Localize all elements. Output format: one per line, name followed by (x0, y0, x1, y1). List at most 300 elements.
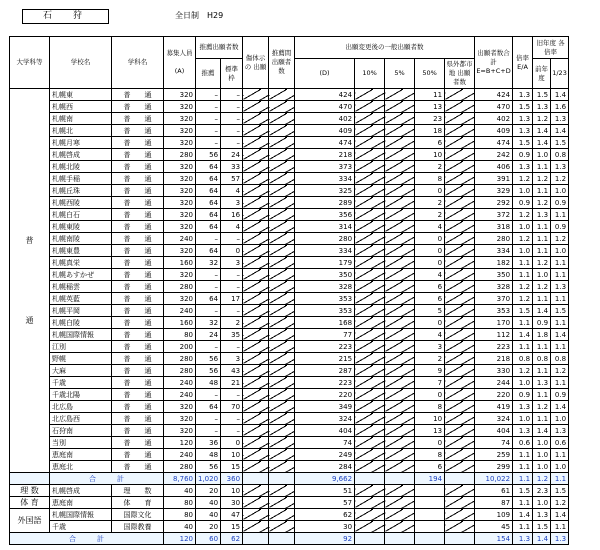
suisen-cell: – (196, 269, 221, 281)
total-label: 合 計 (50, 473, 164, 485)
col-sum: 出願者数合計 E=B+C+D (475, 37, 513, 89)
school-name: 札幌手稲 (50, 173, 112, 185)
sum-cell: 170 (475, 317, 513, 329)
col-other-pref: 県外都市地 出願者数 (445, 59, 475, 89)
page-header (0, 0, 600, 36)
hatched-cell (355, 329, 385, 341)
general-cell: 215 (295, 353, 355, 365)
col-total-rec: 推薦間 出願者数 (269, 37, 295, 89)
course-name: 普 通 (112, 269, 164, 281)
ratio-cell: 1.1 (513, 341, 533, 353)
pct50-cell: 2 (415, 209, 445, 221)
general-cell: 289 (295, 197, 355, 209)
school-name: 札幌白陵 (50, 317, 112, 329)
dept-label: 体 育 (10, 497, 50, 509)
suisen-cell: 32 (196, 257, 221, 269)
past-cell: 1.0 (533, 497, 551, 509)
suisen-cell: 60 (196, 533, 221, 545)
hatched-cell (269, 377, 295, 389)
table-row (10, 245, 569, 257)
sum-cell: 223 (475, 341, 513, 353)
past-cell: 1.1 (533, 221, 551, 233)
school-name: 北広島 (50, 401, 112, 413)
col-hyojun: 標準枠 (221, 59, 243, 89)
region-label: 石 狩 (22, 9, 109, 24)
hatched-cell (269, 353, 295, 365)
capacity-cell: 240 (164, 449, 196, 461)
course-name: 普 通 (112, 341, 164, 353)
past-cell: 1.1 (533, 185, 551, 197)
hatched-cell (445, 365, 475, 377)
hatched-cell (243, 365, 269, 377)
course-name: 普 通 (112, 449, 164, 461)
hyojun-cell: 0 (221, 245, 243, 257)
sum-cell: 244 (475, 377, 513, 389)
ratio-cell: 1.3 (513, 425, 533, 437)
suisen-cell: 56 (196, 149, 221, 161)
sum-cell: 220 (475, 389, 513, 401)
sum-cell: 154 (475, 533, 513, 545)
past-cell: 1.4 (551, 401, 569, 413)
capacity-cell: 320 (164, 125, 196, 137)
pct50-cell: 4 (415, 221, 445, 233)
hyojun-cell: 33 (221, 161, 243, 173)
hatched-cell (269, 497, 295, 509)
hyojun-cell: – (221, 413, 243, 425)
hatched-cell (269, 425, 295, 437)
course-name: 普 通 (112, 413, 164, 425)
past-cell: 1.3 (551, 281, 569, 293)
col-rec-head: 推薦出願者数 (196, 37, 243, 59)
past-cell: 0.6 (551, 437, 569, 449)
pct50-cell: 0 (415, 233, 445, 245)
general-cell: 409 (295, 125, 355, 137)
hatched-cell (355, 413, 385, 425)
hatched-cell (445, 149, 475, 161)
col-course: 学科名 (112, 37, 164, 89)
table-row (10, 329, 569, 341)
hatched-cell (269, 173, 295, 185)
sum-cell: 280 (475, 233, 513, 245)
capacity-cell: 80 (164, 329, 196, 341)
capacity-cell: 320 (164, 425, 196, 437)
hatched-cell (269, 341, 295, 353)
hatched-cell (385, 209, 415, 221)
ratio-cell: 1.0 (513, 245, 533, 257)
past-cell: 1.1 (533, 233, 551, 245)
ratio-cell: 1.1 (513, 521, 533, 533)
past-cell: 1.2 (533, 401, 551, 413)
hatched-cell (385, 125, 415, 137)
pct50-cell: 0 (415, 245, 445, 257)
suisen-cell: – (196, 341, 221, 353)
table-row (10, 281, 569, 293)
col-past: 旧年度 各 倍率 (533, 37, 569, 59)
past-cell: 1.3 (551, 425, 569, 437)
hatched-cell (385, 377, 415, 389)
school-name: 札幌東陵 (50, 221, 112, 233)
dept-label (10, 473, 50, 485)
table-row (10, 173, 569, 185)
pct50-cell: 194 (415, 473, 445, 485)
table-row (10, 521, 569, 533)
suisen-cell: 64 (196, 197, 221, 209)
course-name: 普 通 (112, 101, 164, 113)
capacity-cell: 200 (164, 341, 196, 353)
course-name: 普 通 (112, 233, 164, 245)
past-cell: 1.0 (533, 449, 551, 461)
past-cell: 1.1 (551, 293, 569, 305)
hatched-cell (385, 89, 415, 101)
course-name: 普 通 (112, 401, 164, 413)
ratio-cell: 1.5 (513, 305, 533, 317)
capacity-cell: 320 (164, 197, 196, 209)
general-cell: 220 (295, 389, 355, 401)
course-name: 普 通 (112, 317, 164, 329)
hyojun-cell: 3 (221, 353, 243, 365)
hatched-cell (243, 317, 269, 329)
suisen-cell: 64 (196, 221, 221, 233)
course-name: 普 通 (112, 161, 164, 173)
hatched-cell (269, 365, 295, 377)
hatched-cell (445, 413, 475, 425)
capacity-cell: 40 (164, 521, 196, 533)
hatched-cell (385, 437, 415, 449)
hatched-cell (385, 221, 415, 233)
sum-cell: 182 (475, 257, 513, 269)
general-cell: 373 (295, 161, 355, 173)
sum-cell: 329 (475, 185, 513, 197)
hatched-cell (445, 341, 475, 353)
pct50-cell: 8 (415, 173, 445, 185)
sum-cell: 474 (475, 137, 513, 149)
suisen-cell: – (196, 113, 221, 125)
ratio-cell: 1.2 (513, 293, 533, 305)
school-name: 札幌真栄 (50, 257, 112, 269)
capacity-cell: 320 (164, 401, 196, 413)
hatched-cell (355, 221, 385, 233)
table-row (10, 185, 569, 197)
course-name: 普 通 (112, 293, 164, 305)
school-name: 当別 (50, 437, 112, 449)
capacity-cell: 320 (164, 269, 196, 281)
hatched-cell (243, 245, 269, 257)
hatched-cell (445, 269, 475, 281)
table-row (10, 341, 569, 353)
hatched-cell (269, 185, 295, 197)
suisen-cell: 1,020 (196, 473, 221, 485)
hatched-cell (445, 257, 475, 269)
hatched-cell (445, 209, 475, 221)
past-cell: 1.4 (533, 425, 551, 437)
table-row (10, 389, 569, 401)
hatched-cell (445, 509, 475, 521)
hatched-cell (385, 257, 415, 269)
past-cell: 1.4 (551, 89, 569, 101)
capacity-cell: 160 (164, 257, 196, 269)
pct50-cell: 0 (415, 437, 445, 449)
table-row (10, 197, 569, 209)
school-name: 千歳 (50, 521, 112, 533)
pct50-cell: 3 (415, 341, 445, 353)
hatched-cell (385, 401, 415, 413)
sum-cell: 406 (475, 161, 513, 173)
hatched-cell (385, 353, 415, 365)
course-name: 普 通 (112, 461, 164, 473)
hatched-cell (445, 497, 475, 509)
hatched-cell (385, 413, 415, 425)
table-row (10, 401, 569, 413)
hatched-cell (355, 125, 385, 137)
past-cell: 1.1 (533, 293, 551, 305)
suisen-cell: 40 (196, 509, 221, 521)
sum-cell: 318 (475, 221, 513, 233)
hyojun-cell: 35 (221, 329, 243, 341)
hatched-cell (243, 461, 269, 473)
sum-cell: 292 (475, 197, 513, 209)
general-cell: 349 (295, 401, 355, 413)
pct50-cell: 8 (415, 401, 445, 413)
past-cell: 1.4 (533, 305, 551, 317)
capacity-cell: 280 (164, 149, 196, 161)
past-cell: 1.1 (533, 389, 551, 401)
school-name: 札幌あすかぜ (50, 269, 112, 281)
ratio-cell: 1.2 (513, 281, 533, 293)
general-cell: 314 (295, 221, 355, 233)
capacity-cell: 120 (164, 533, 196, 545)
hatched-cell (385, 293, 415, 305)
hatched-cell (385, 365, 415, 377)
pct50-cell: 5 (415, 305, 445, 317)
course-name: 普 通 (112, 89, 164, 101)
general-cell: 402 (295, 113, 355, 125)
hatched-cell (355, 149, 385, 161)
hyojun-cell: – (221, 137, 243, 149)
general-cell: 324 (295, 413, 355, 425)
hyojun-cell: 15 (221, 461, 243, 473)
suisen-cell: 56 (196, 353, 221, 365)
school-name: 千歳北陽 (50, 389, 112, 401)
hatched-cell (269, 401, 295, 413)
past-cell: 1.1 (533, 341, 551, 353)
subtotal-row (10, 473, 569, 485)
hatched-cell (243, 305, 269, 317)
hatched-cell (243, 137, 269, 149)
hatched-cell (243, 149, 269, 161)
school-name: 札幌丘珠 (50, 185, 112, 197)
hatched-cell (269, 209, 295, 221)
table-row (10, 377, 569, 389)
hatched-cell (355, 161, 385, 173)
hatched-cell (385, 305, 415, 317)
pct50-cell: 6 (415, 137, 445, 149)
sum-cell: 391 (475, 173, 513, 185)
col-suisen: 推薦 (196, 59, 221, 89)
table-row (10, 161, 569, 173)
col-pct5: 5% (385, 59, 415, 89)
capacity-cell: 320 (164, 209, 196, 221)
course-name: 普 通 (112, 389, 164, 401)
hyojun-cell: 70 (221, 401, 243, 413)
hatched-cell (355, 401, 385, 413)
col-capacity: 募集人員 (A) (164, 37, 196, 89)
dept-label: 普 通 (10, 89, 50, 473)
hatched-cell (445, 221, 475, 233)
hatched-cell (385, 317, 415, 329)
sum-cell: 372 (475, 209, 513, 221)
hatched-cell (355, 437, 385, 449)
hatched-cell (355, 113, 385, 125)
hyojun-cell: 57 (221, 173, 243, 185)
course-name: 普 通 (112, 209, 164, 221)
ratio-cell: 1.1 (513, 449, 533, 461)
hatched-cell (269, 317, 295, 329)
course-name: 普 通 (112, 125, 164, 137)
col-general-d: (D) (295, 59, 355, 89)
col-rec-other: 傷体示の 出願 (243, 37, 269, 89)
pct50-cell: 8 (415, 449, 445, 461)
hatched-cell (385, 497, 415, 509)
course-name: 普 通 (112, 197, 164, 209)
hatched-cell (243, 413, 269, 425)
hatched-cell (243, 293, 269, 305)
hatched-cell (385, 173, 415, 185)
suisen-cell: 64 (196, 245, 221, 257)
table-row (10, 269, 569, 281)
sum-cell: 330 (475, 365, 513, 377)
suisen-cell: 64 (196, 185, 221, 197)
hyojun-cell: 30 (221, 497, 243, 509)
hatched-cell (445, 185, 475, 197)
ratio-cell: 1.5 (513, 137, 533, 149)
course-name: 普 通 (112, 377, 164, 389)
past-cell: 1.1 (551, 449, 569, 461)
sum-cell: 242 (475, 149, 513, 161)
pct50-cell: 0 (415, 257, 445, 269)
general-cell: 287 (295, 365, 355, 377)
sum-cell: 328 (475, 281, 513, 293)
past-cell: 1.3 (533, 209, 551, 221)
hatched-cell (269, 485, 295, 497)
hatched-cell (385, 521, 415, 533)
ratio-cell: 1.1 (513, 473, 533, 485)
ratio-cell: 1.4 (513, 329, 533, 341)
suisen-cell: 64 (196, 401, 221, 413)
hatched-cell (355, 461, 385, 473)
course-name: 普 通 (112, 281, 164, 293)
ratio-cell: 1.3 (513, 125, 533, 137)
hyojun-cell: – (221, 89, 243, 101)
hatched-cell (243, 125, 269, 137)
pct50-cell: 10 (415, 413, 445, 425)
general-cell: 77 (295, 329, 355, 341)
hatched-cell (445, 329, 475, 341)
past-cell: 1.5 (533, 521, 551, 533)
school-name: 江別 (50, 341, 112, 353)
sum-cell: 419 (475, 401, 513, 413)
general-cell: 62 (295, 509, 355, 521)
hyojun-cell: – (221, 281, 243, 293)
ratio-cell: 1.5 (513, 485, 533, 497)
past-cell: 1.3 (551, 533, 569, 545)
pct50-cell: 10 (415, 149, 445, 161)
general-cell: 218 (295, 149, 355, 161)
applicant-table (9, 36, 569, 545)
past-cell: 1.1 (551, 341, 569, 353)
hatched-cell (355, 449, 385, 461)
hyojun-cell: 10 (221, 485, 243, 497)
hatched-cell (445, 449, 475, 461)
hyojun-cell: – (221, 233, 243, 245)
capacity-cell: 240 (164, 233, 196, 245)
hatched-cell (269, 413, 295, 425)
sum-cell: 424 (475, 89, 513, 101)
ratio-cell: 1.3 (513, 161, 533, 173)
table-row (10, 293, 569, 305)
suisen-cell: – (196, 89, 221, 101)
general-cell: 223 (295, 341, 355, 353)
past-cell: 0.9 (551, 221, 569, 233)
hatched-cell (355, 353, 385, 365)
hatched-cell (385, 185, 415, 197)
past-cell: 0.8 (533, 353, 551, 365)
suisen-cell: – (196, 389, 221, 401)
capacity-cell: 160 (164, 317, 196, 329)
past-cell: 1.5 (551, 137, 569, 149)
hyojun-cell: – (221, 305, 243, 317)
past-cell: 1.3 (533, 101, 551, 113)
grand-total-row (10, 533, 569, 545)
course-name: 普 通 (112, 353, 164, 365)
general-cell: 474 (295, 137, 355, 149)
sum-cell: 112 (475, 329, 513, 341)
past-cell: 1.4 (533, 125, 551, 137)
past-cell: 1.2 (533, 257, 551, 269)
suisen-cell: – (196, 101, 221, 113)
table-row (10, 209, 569, 221)
hatched-cell (243, 449, 269, 461)
table-head (10, 37, 569, 89)
hatched-cell (269, 101, 295, 113)
capacity-cell: 320 (164, 161, 196, 173)
pct50-cell: 9 (415, 365, 445, 377)
capacity-cell: 320 (164, 113, 196, 125)
hyojun-cell: 21 (221, 377, 243, 389)
pct50-cell (415, 497, 445, 509)
capacity-cell: 240 (164, 305, 196, 317)
hatched-cell (385, 113, 415, 125)
hatched-cell (243, 233, 269, 245)
past-cell: 1.1 (551, 269, 569, 281)
ratio-cell: 0.6 (513, 437, 533, 449)
hatched-cell (385, 137, 415, 149)
hatched-cell (355, 521, 385, 533)
hatched-cell (355, 197, 385, 209)
hyojun-cell: 2 (221, 317, 243, 329)
table-row (10, 125, 569, 137)
general-cell: 470 (295, 101, 355, 113)
hatched-cell (269, 137, 295, 149)
hatched-cell (355, 425, 385, 437)
col-pct10: 10% (355, 59, 385, 89)
hatched-cell (269, 197, 295, 209)
hatched-cell (243, 389, 269, 401)
suisen-cell: 40 (196, 497, 221, 509)
hatched-cell (385, 533, 415, 545)
pct50-cell: 0 (415, 185, 445, 197)
ratio-cell: 0.9 (513, 197, 533, 209)
hatched-cell (445, 461, 475, 473)
